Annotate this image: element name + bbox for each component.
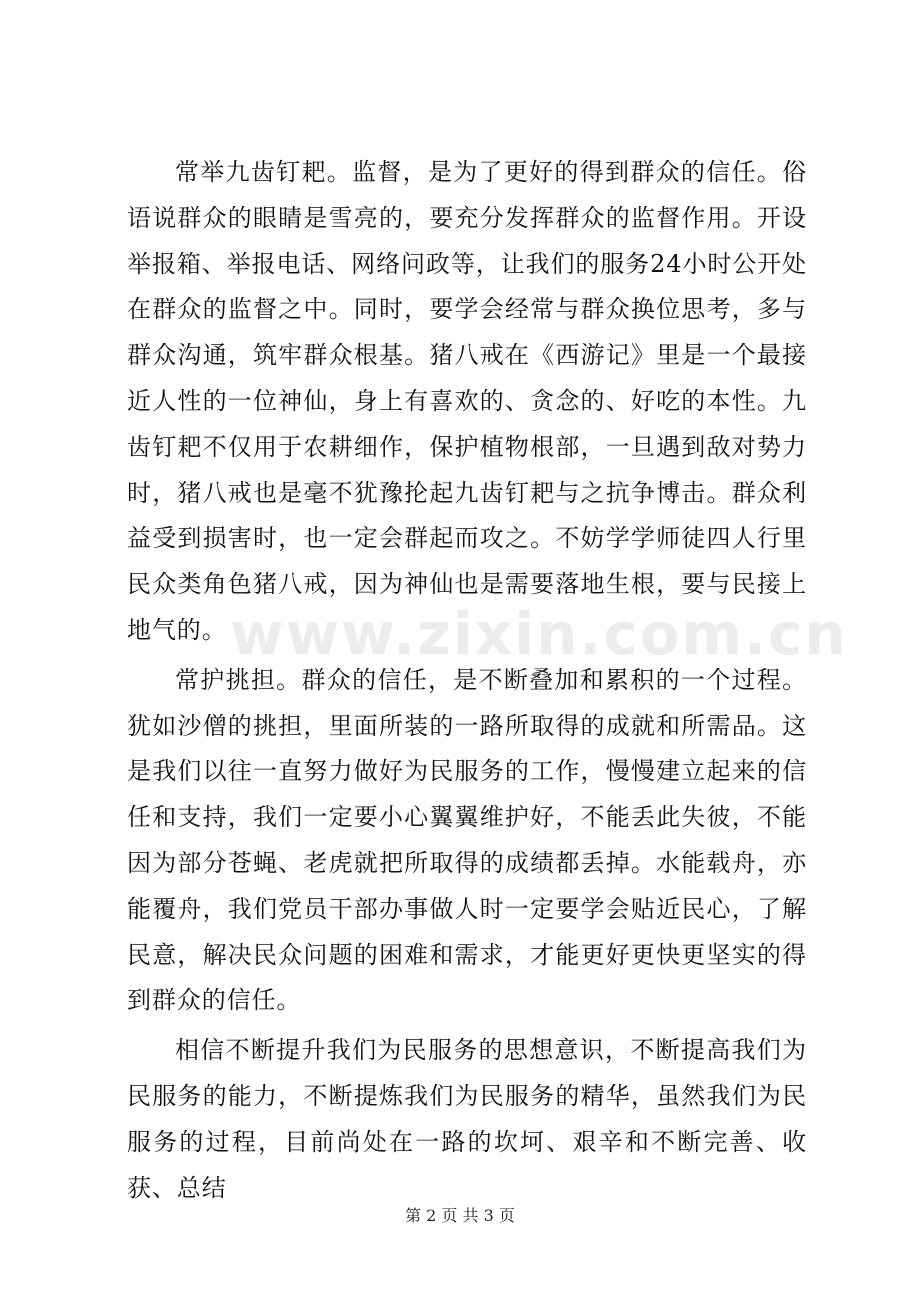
watermark: www.zixin.com.cn: [230, 600, 848, 668]
paragraph-2: 常护挑担。群众的信任，是不断叠加和累积的一个过程。犹如沙僧的挑担，里面所装的一路所取得的成就和所需品。这是我们以往一直努力做好为民服务的工作，慢慢建立起来的信任和支持，我们一定要小心翼翼维护好，不能丢此失彼，不能因为部分苍蝇、老虎就把所取得的成绩都丢掉。水能载舟，亦能覆舟，我们党员干部办事做人时一定要学会贴近民心，了解民意，解决民众问题的困难和需求，才能更好更快更坚实的得到群众的信任。: [127, 665, 807, 1015]
paragraph-1: 常举九齿钉耙。监督，是为了更好的得到群众的信任。俗语说群众的眼睛是雪亮的，要充分发挥群众的监督作用。开设举报箱、举报电话、网络问政等，让我们的服务24小时公开处在群众的监督之中。同时，要学会经常与群众换位思考，多与群众沟通，筑牢群众根基。猪八戒在《西游记》里是一个最接近人性的一位神仙，身上有喜欢的、贪念的、好吃的本性。九齿钉耙不仅用于农耕细作，保护植物根部，一旦遇到敌对势力时，猪八戒也是毫不犹豫抡起九齿钉耙与之抗争博击。群众利益受到损害时，也一定会群起而攻之。不妨学学师徒四人行里民众类角色猪八戒，因为神仙也是需要落地生根，要与民接上地气的。: [127, 158, 807, 644]
page-footer: [0, 1203, 920, 1226]
page-number-label: 第 2 页 共 3 页: [405, 1206, 515, 1225]
paragraph-3: 相信不断提升我们为民服务的思想意识，不断提高我们为民服务的能力，不断提炼我们为民服务的精华，虽然我们为民服务的过程，目前尚处在一路的坎坷、艰辛和不断完善、收获、总结: [127, 1036, 807, 1202]
body-text: [127, 150, 848, 1215]
